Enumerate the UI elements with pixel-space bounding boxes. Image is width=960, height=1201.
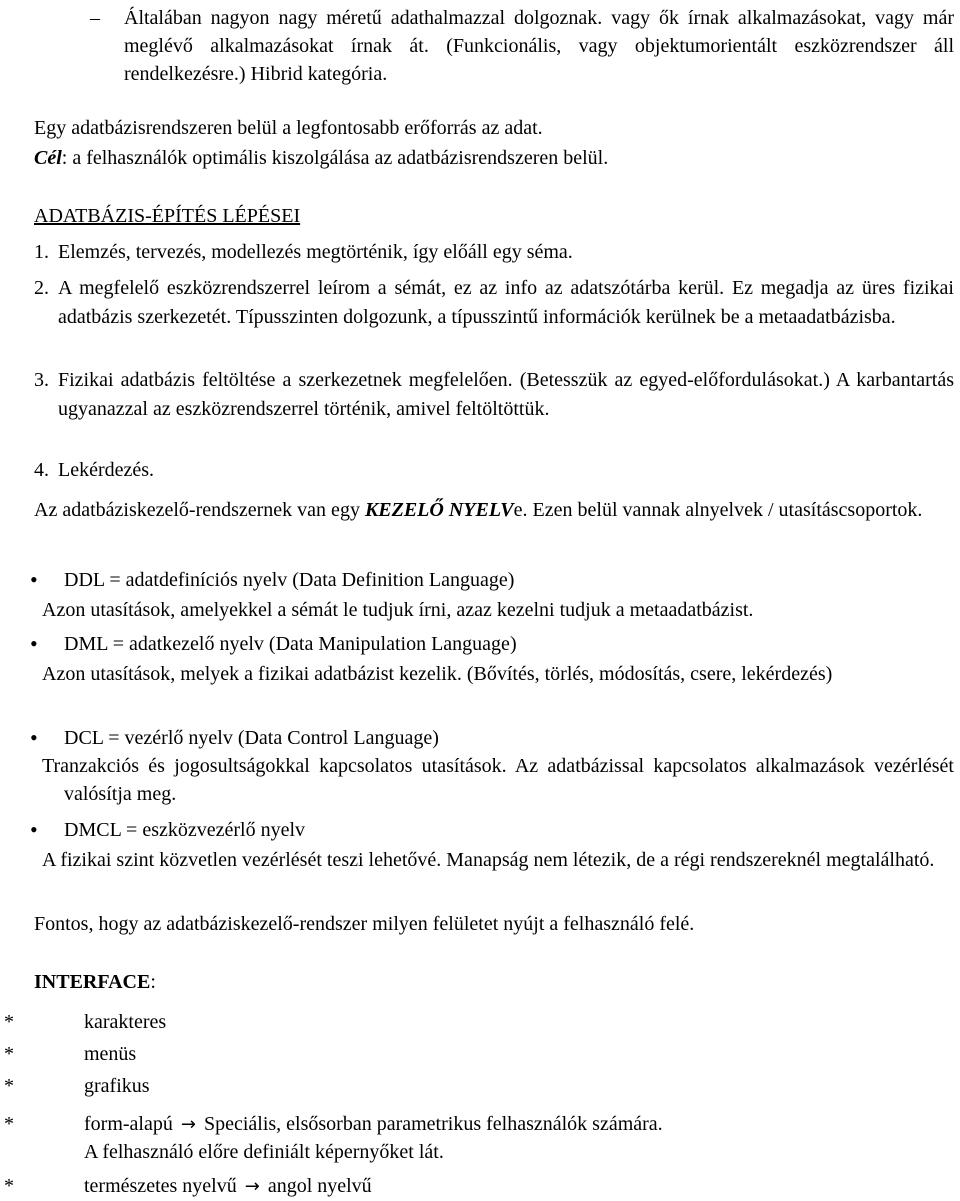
interface-note: Fontos, hogy az adatbáziskezelő-rendszer milyen felületet nyújt a felhasználó felé. — [34, 913, 695, 935]
interface-item-karakteres: karakteres — [84, 1011, 167, 1033]
step-1-text: Elemzés, tervezés, modellezés megtörténik, így előáll egy séma. — [58, 241, 573, 263]
bullet-icon: • — [30, 631, 38, 656]
interface-item-menus: menüs — [84, 1043, 137, 1065]
bullet-icon: • — [30, 725, 38, 750]
interface-item-marker: * — [4, 1011, 14, 1033]
language-paragraph-before: Az adatbáziskezelő-rendszernek van egy — [34, 499, 365, 521]
language-dml-title: DML = adatkezelő nyelv (Data Manipulation Language) — [64, 633, 517, 655]
language-dmcl-desc: A fizikai szint közvetlen vezérlését teszi lehetővé. Manapság nem létezik, de a régi rendszereknél megtalálható. — [42, 849, 935, 871]
intro-paragraph: Általában nagyon nagy méretű adathalmazzal dolgoznak. vagy ők írnak alkalmazásokat, vagy már meglévő alkalmazásokat írnak át. (Funkcionális, vagy objektumorientált eszközrendszer áll rendelkezésre.) Hibrid kategória. — [124, 7, 954, 85]
intro-dash-marker: – — [90, 7, 100, 29]
step-3-text: Fizikai adatbázis feltöltése a szerkezetnek megfelelően. (Betesszük az egyed-előfordulásokat.) A karbantartás ugyanazzal az eszközrendszerrel történik, amivel feltöltöttük. — [58, 369, 954, 420]
step-1-num: 1. — [34, 241, 49, 263]
interface-item-termeszetes-text: természetes nyelvű — [84, 1175, 237, 1197]
language-paragraph — [4, 496, 956, 524]
language-dcl-desc: Tranzakciós és jogosultságokkal kapcsolatos utasítások. Az adatbázissal kapcsolatos alkalmazások vezérlését valósítja meg. — [42, 755, 954, 805]
step-2-num: 2. — [34, 277, 49, 299]
interface-item-form-alapu-text: form-alapú — [84, 1113, 173, 1135]
step-4-num: 4. — [34, 459, 49, 481]
goal-label: Cél — [34, 147, 62, 169]
interface-item-marker: * — [4, 1113, 14, 1135]
interface-item-termeszetes-note: angol nyelvű — [267, 1175, 372, 1197]
arrow-right-icon: → — [180, 1114, 196, 1135]
language-ddl-title: DDL = adatdefiníciós nyelv (Data Definition Language) — [64, 569, 515, 591]
interface-heading — [34, 968, 156, 996]
interface-item-marker: * — [4, 1075, 14, 1097]
interface-item-form-alapu-note2: A felhasználó előre definiált képernyőket lát. — [84, 1141, 444, 1163]
language-paragraph-after: e. Ezen belül vannak alnyelvek / utasításcsoportok. — [513, 499, 923, 521]
step-2-text: A megfelelő eszközrendszerrel leírom a sémát, ez az info az adatszótárba kerül. Ez megadja az üres fizikai adatbázis szerkezetét. Típusszinten dolgozunk, a típusszintű információk kerülnek be a metaadatbázisba. — [58, 277, 954, 328]
interface-item-marker: * — [4, 1043, 14, 1065]
interface-item-form-alapu-note: Speciális, elsősorban parametrikus felhasználók számára. — [203, 1113, 663, 1135]
arrow-right-icon: → — [244, 1176, 260, 1197]
interface-item-grafikus: grafikus — [84, 1075, 150, 1097]
steps-heading: ADATBÁZIS-ÉPÍTÉS LÉPÉSEI — [34, 205, 301, 227]
step-3-num: 3. — [34, 369, 49, 391]
language-dml-desc: Azon utasítások, melyek a fizikai adatbázist kezelik. (Bővítés, törlés, módosítás, csere, lekérdezés) — [42, 663, 833, 685]
goal-text: : a felhasználók optimális kiszolgálása az adatbázisrendszeren belül. — [61, 147, 609, 169]
bullet-icon: • — [30, 567, 38, 592]
language-dcl-title: DCL = vezérlő nyelv (Data Control Language) — [64, 727, 439, 749]
step-4-text: Lekérdezés. — [58, 459, 155, 481]
language-paragraph-bold: KEZELŐ NYELV — [364, 499, 514, 521]
interface-item-marker: * — [4, 1175, 14, 1197]
interface-item-form-alapu — [84, 1110, 663, 1139]
bullet-icon: • — [30, 817, 38, 842]
language-dmcl-title: DMCL = eszközvezérlő nyelv — [64, 819, 306, 841]
interface-heading-word: INTERFACE — [34, 971, 151, 993]
interface-item-termeszetes — [84, 1172, 372, 1201]
interface-heading-colon: : — [150, 971, 156, 993]
language-ddl-desc: Azon utasítások, amelyekkel a sémát le tudjuk írni, azaz kezelni tudjuk a metaadatbázist. — [42, 599, 754, 621]
goal-line — [34, 144, 934, 172]
resource-line: Egy adatbázisrendszeren belül a legfontosabb erőforrás az adat. — [34, 117, 543, 139]
